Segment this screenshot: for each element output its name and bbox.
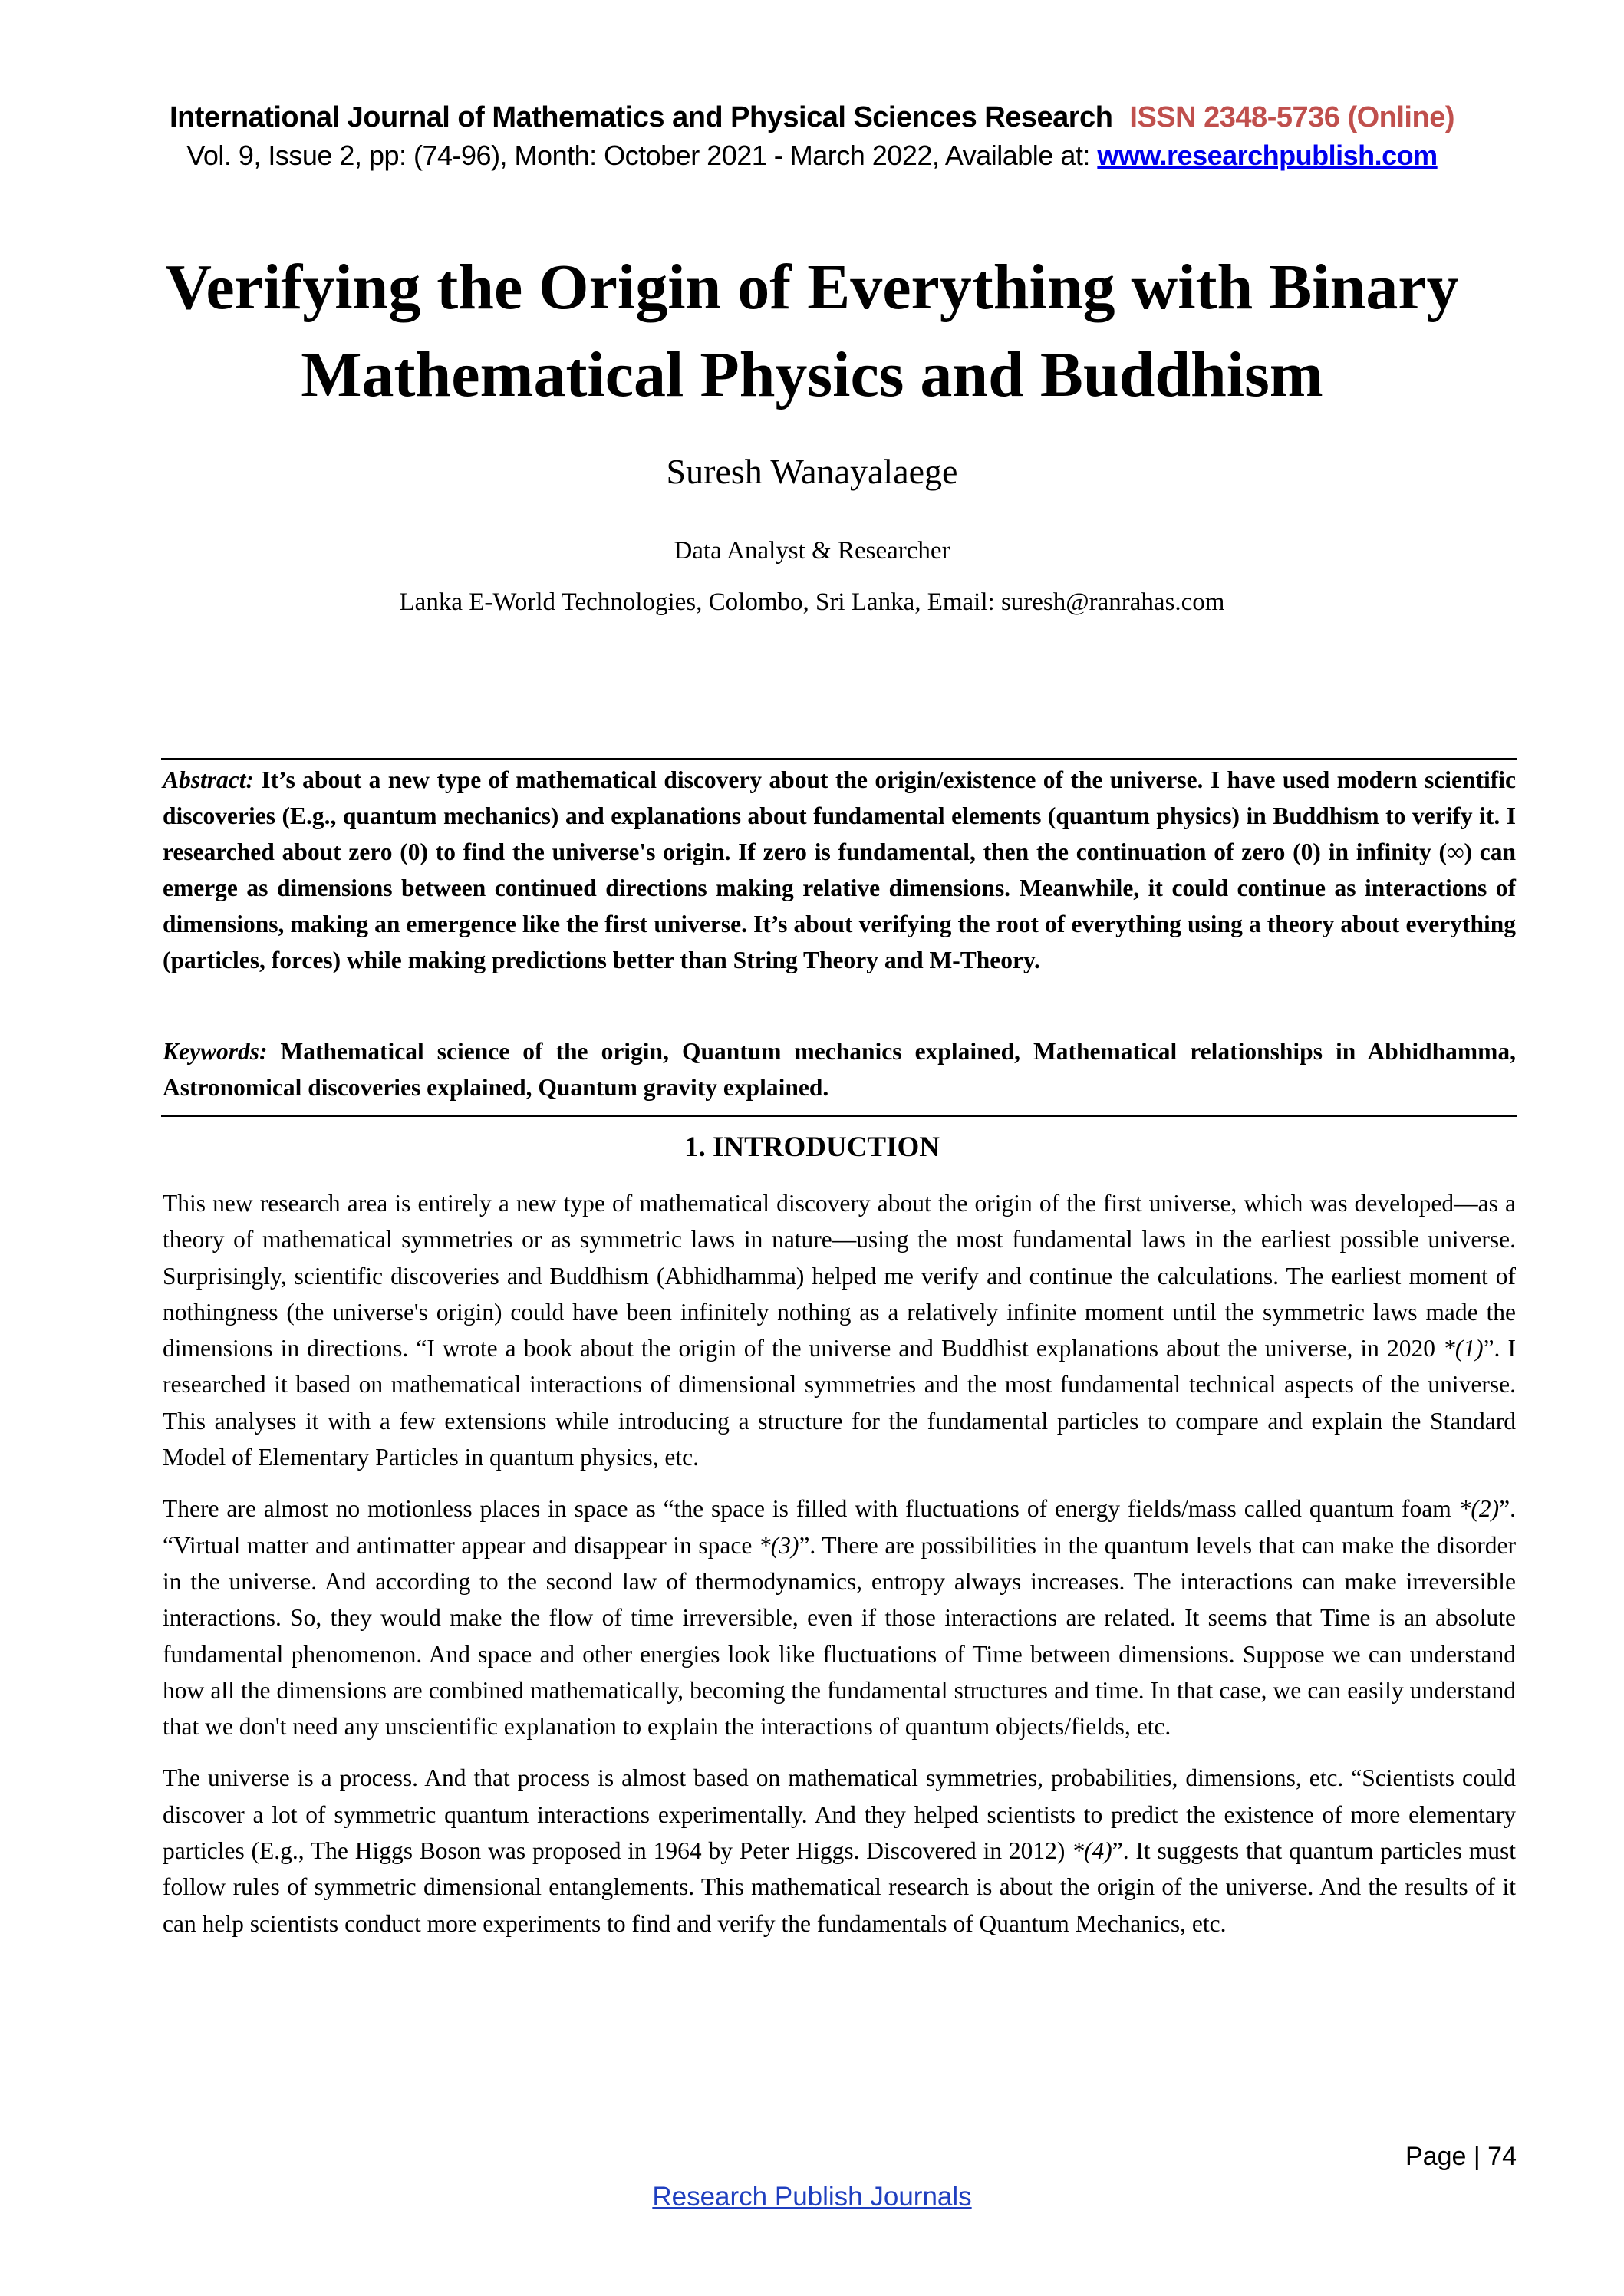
abstract-text: It’s about a new type of mathematical discovery about the origin/existence of the universe. I have used modern scientific discoveries (E.g., quantum mechanics) and explanations about fundamental elements (quantum physics) in Buddhism to verify it. I researched about zero (0) to find the universe's origin. If zero is fundamental, then the continuation of zero (0) in infinity (∞) can emerge as dimensions between continued directions making relative dimensions. Meanwhile, it could continue as interactions of dimensions, making an emergence like the first universe. It’s about verifying the root of everything using a theory about everything (particles, forces) while making predictions better than String Theory and M-Theory. (163, 766, 1516, 973)
keywords-text: Mathematical science of the origin, Quantum mechanics explained, Mathematical relationships in Abhidhamma, Astronomical discoveries explained, Quantum gravity explained. (163, 1038, 1516, 1101)
abstract (163, 762, 1516, 978)
abstract-bottom-rule (161, 1115, 1517, 1117)
citation-ref: *(1) (1443, 1335, 1484, 1362)
paragraph (163, 1491, 1516, 1744)
author-affiliation: Lanka E-World Technologies, Colombo, Sri Lanka, Email: suresh@ranrahas.com (399, 588, 1225, 616)
citation-ref: *(2) (1458, 1495, 1500, 1523)
keywords (163, 1033, 1516, 1105)
paragraph-text: ”. I researched it based on mathematical interactions of dimensional symmetries and the most fundamental technical aspects of the universe. This analyses it with a few extensions while introducing a structure for the fundamental particles to compare and explain the Standard Model of Elementary Particles in quantum physics, etc. (163, 1335, 1516, 1471)
journal-header (0, 101, 1624, 134)
paragraph (163, 1760, 1516, 1941)
section-heading: 1. INTRODUCTION (684, 1132, 940, 1163)
keywords-label: Keywords: (163, 1038, 268, 1065)
journal-name: International Journal of Mathematics and Physical Sciences Research (170, 101, 1113, 133)
publisher-link[interactable]: Research Publish Journals (652, 2182, 972, 2212)
abstract-top-rule (161, 758, 1517, 760)
paragraph-text: ”. “Virtual matter and antimatter appear and disappear in space (163, 1495, 1516, 1559)
paragraph-text: ”. It suggests that quantum particles must follow rules of symmetric dimensional entanglements. This mathematical research is about the origin of the universe. And the results of it can help scientists conduct more experiments to find and verify the fundamentals of Quantum Mechanics, etc. (163, 1837, 1516, 1937)
author-role: Data Analyst & Researcher (674, 537, 950, 565)
volume-line (0, 140, 1624, 172)
footer (0, 2182, 1624, 2212)
citation-ref: *(3) (758, 1531, 799, 1559)
website-link[interactable]: www.researchpublish.com (1097, 140, 1438, 171)
paragraph-text: This new research area is entirely a new type of mathematical discovery about the origin of the first universe, which was developed—as a theory of mathematical symmetries or as symmetric laws in nature—using the most fundamental laws in the earliest possible universe. Surprisingly, scientific discoveries and Buddhism (Abhidhamma) helped me verify and continue the calculations. The earliest moment of nothingness (the universe's origin) could have been infinitely nothing as a relatively infinite moment until the symmetric laws made the dimensions in directions. “I wrote a book about the origin of the universe and Buddhist explanations about the universe, in 2020 (163, 1190, 1516, 1362)
author-name: Suresh Wanayalaege (666, 452, 958, 491)
issn: ISSN 2348-5736 (Online) (1129, 101, 1454, 133)
paragraph-text: The universe is a process. And that process is almost based on mathematical symmetries, probabilities, dimensions, etc. “Scientists could discover a lot of symmetric quantum interactions experimentally. And they helped scientists to predict the existence of more elementary particles (E.g., The Higgs Boson was proposed in 1964 by Peter Higgs. Discovered in 2012) (163, 1764, 1516, 1865)
paragraph-text: There are almost no motionless places in space as “the space is filled with fluctuations of energy fields/mass called quantum foam (163, 1495, 1459, 1523)
section-body (163, 1185, 1516, 1957)
page-number: Page | 74 (1405, 2142, 1517, 2171)
abstract-label: Abstract: (163, 766, 255, 793)
citation-ref: *(4) (1072, 1837, 1112, 1865)
title-line-1: Verifying the Origin of Everything with Binary (165, 252, 1459, 323)
title-line-2: Mathematical Physics and Buddhism (301, 339, 1323, 410)
volume-info: Vol. 9, Issue 2, pp: (74-96), Month: October 2021 - March 2022, Available at: (186, 140, 1098, 171)
paper-title (115, 244, 1509, 419)
paragraph (163, 1185, 1516, 1475)
paragraph-text: ”. There are possibilities in the quantum levels that can make the disorder in the universe. And according to the second law of thermodynamics, entropy always increases. The interactions can make irreversible interactions. So, they would make the flow of time irreversible, even if those interactions are related. It seems that Time is an absolute fundamental phenomenon. And space and other energies look like fluctuations of Time between dimensions. Suppose we can understand how all the dimensions are combined mathematically, becoming the fundamental structures and time. In that case, we can easily understand that we don't need any unscientific explanation to explain the interactions of quantum objects/fields, etc. (163, 1531, 1516, 1741)
